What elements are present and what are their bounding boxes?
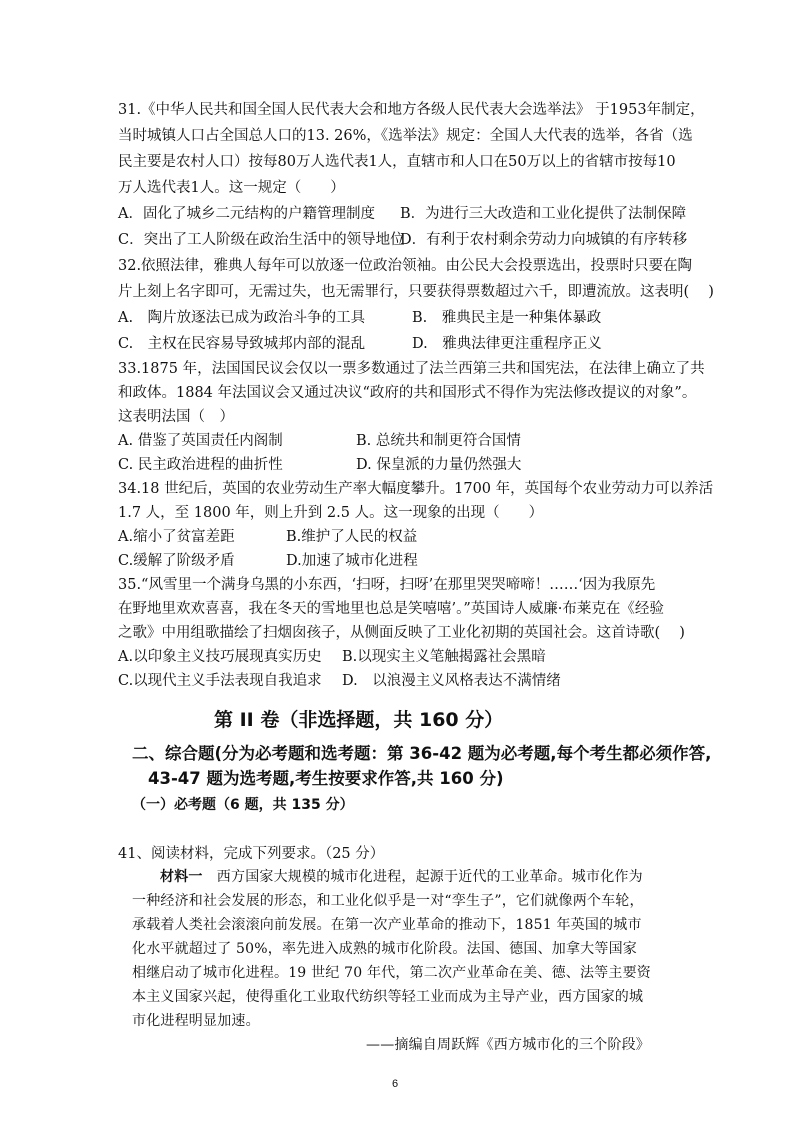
- q34-option-d: D.加速了城市化进程: [286, 553, 418, 569]
- q33-option-a: A. 借鉴了英国责任内阁制: [118, 433, 283, 449]
- q35-line-2: 在野地里欢欢喜喜，我在冬天的雪地里也总是笑嘻嘻’。”英国诗人威廉·布莱克在《经验: [118, 601, 664, 617]
- q31-option-d: D．有利于农村剩余劳动力向城镇的有序转移: [400, 232, 688, 248]
- q31-line-4: 万人选代表1人。这一规定（ ）: [118, 180, 345, 196]
- q41-material-line-5: 相继启动了城市化进程。19 世纪 70 年代，第二次产业革命在美、德、法等主要资: [132, 965, 651, 981]
- q33-option-d: D. 保皇派的力量仍然强大: [356, 457, 522, 473]
- q33-line-2: 和政体。1884 年法国议会又通过决议“政府的共和国形式不得作为宪法修改提议的对象”。: [118, 385, 697, 401]
- q34-line-1: 34.18 世纪后，英国的农业劳动生产率大幅度攀升。1700 年，英国每个农业劳动力可以养活: [118, 481, 714, 497]
- q31-option-a: A．固化了城乡二元结构的户籍管理制度: [118, 206, 375, 222]
- q34-line-2: 1.7 人，至 1800 年，则上升到 2.5 人。这一现象的出现（ ）: [118, 505, 544, 521]
- q41-heading: 41、阅读材料，完成下列要求。（25 分）: [118, 846, 385, 862]
- q32-line-1: 32.依照法律，雅典人每年可以放逐一位政治领袖。由公民大会投票选出，投票时只要在陶: [118, 258, 693, 274]
- q33-line-1: 33.1875 年，法国国民议会仅以一票多数通过了法兰西第三共和国宪法，在法律上确立了共: [118, 361, 705, 377]
- q41-material-text-1: 西方国家大规模的城市化进程，起源于近代的工业革命。城市化作为: [202, 869, 643, 885]
- q35-line-1: 35.“风雪里一个满身乌黑的小东西，‘扫呀，扫呀’在那里哭哭啼啼！……‘因为我原先: [118, 577, 656, 593]
- q35-option-b: B.以现实主义笔触揭露社会黑暗: [342, 649, 546, 665]
- section-2-subtitle-line-1: 二、综合题(分为必考题和选考题：第 36-42 题为必考题,每个考生都必须作答,: [132, 744, 712, 763]
- q41-source: ——摘编自周跃辉《西方城市化的三个阶段》: [366, 1037, 650, 1053]
- q31-line-2: 当时城镇人口占全国总人口的13. 26%，《选举法》规定：全国人大代表的选举，各省（选: [118, 128, 693, 144]
- q32-option-d: D. 雅典法律更注重程序正义: [412, 336, 602, 352]
- q31-line-3: 民主要是农村人口）按每80万人选代表1人，直辖市和人口在50万以上的省辖市按每10: [118, 154, 676, 170]
- q33-option-c: C. 民主政治进程的曲折性: [118, 457, 283, 473]
- q32-option-a: A. 陶片放逐法已成为政治斗争的工具: [118, 310, 366, 326]
- q34-option-a: A.缩小了贫富差距: [118, 529, 235, 545]
- q41-material-line-6: 本主义国家兴起，使得重化工业取代纺织等轻工业而成为主导产业，西方国家的城: [132, 989, 644, 1005]
- q41-material-line-2: 一种经济和社会发展的形态，和工业化似乎是一对“孪生子”，它们就像两个车轮，: [132, 893, 644, 909]
- q34-option-c: C.缓解了阶级矛盾: [118, 553, 235, 569]
- q41-material-line-4: 化水平就超过了 50%，率先进入成熟的城市化阶段。法国、德国、加拿大等国家: [132, 941, 637, 957]
- q33-line-3: 这表明法国（ ）: [118, 409, 234, 425]
- section-2-subtitle-line-2: 43-47 题为选考题,考生按要求作答,共 160 分): [148, 769, 504, 788]
- q31-line-1: 31.《中华人民共和国全国人民代表大会和地方各级人民代表大会选举法》 于1953年制定，: [118, 102, 705, 118]
- q35-option-c: C.以现代主义手法表现自我追求: [118, 673, 322, 689]
- part-1-heading: （一）必考题（6 题，共 135 分）: [132, 797, 354, 813]
- q41-material-line-3: 承载着人类社会滚滚向前发展。在第一次产业革命的推动下，1851 年英国的城市: [132, 917, 642, 933]
- q35-line-3: 之歌》中用组歌描绘了扫烟囱孩子，从侧面反映了工业化初期的英国社会。这首诗歌( ): [118, 625, 685, 641]
- q35-option-a: A.以印象主义技巧展现真实历史: [118, 649, 322, 665]
- q32-line-2: 片上刻上名字即可，无需过失，也无需罪行，只要获得票数超过六千，即遭流放。这表明( ): [118, 284, 714, 300]
- q35-option-d: D. 以浪漫主义风格表达不满情绪: [342, 673, 561, 689]
- q31-option-c: C．突出了工人阶级在政治生活中的领导地位: [118, 232, 405, 248]
- q41-material-line-7: 市化进程明显加速。: [132, 1013, 260, 1029]
- section-2-title: 第 II 卷（非选择题，共 160 分）: [214, 709, 504, 731]
- q32-option-b: B. 雅典民主是一种集体暴政: [412, 310, 602, 326]
- q34-option-b: B.维护了人民的权益: [286, 529, 418, 545]
- q41-material-line-1: [160, 867, 643, 888]
- q33-option-b: B. 总统共和制更符合国情: [356, 433, 521, 449]
- page-number: 6: [392, 1078, 399, 1090]
- material-label: 材料一: [160, 869, 203, 885]
- q32-option-c: C. 主权在民容易导致城邦内部的混乱: [118, 336, 366, 352]
- q31-option-b: B．为进行三大改造和工业化提供了法制保障: [400, 206, 687, 222]
